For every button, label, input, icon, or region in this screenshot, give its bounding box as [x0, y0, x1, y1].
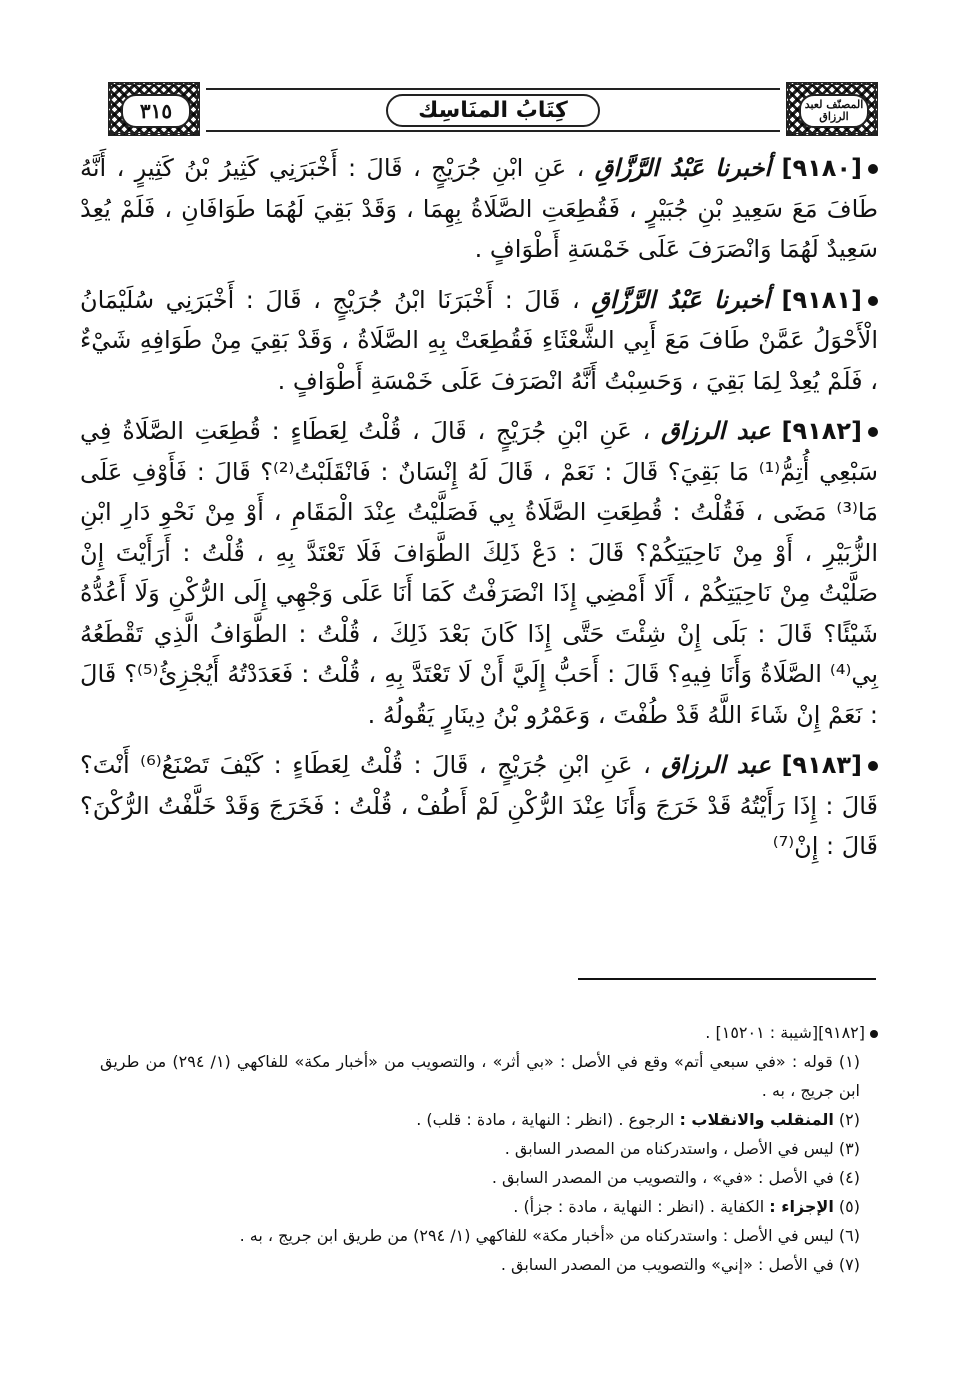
footnote: [100, 1250, 878, 1279]
footnote: [100, 1047, 878, 1105]
bullet-icon: [870, 1030, 878, 1038]
footnote-label: (٧): [838, 1255, 860, 1274]
footnote-label: (١): [838, 1052, 860, 1071]
footnote: [100, 1163, 878, 1192]
footnote-text: في الأصل : «في» ، والتصويب من المصدر السابق .: [491, 1168, 834, 1187]
footnote-text: ليس في الأصل : واستدركناه من «أخبار مكة» للفاكهي (١/ ٢٩٤) من طريق ابن جريج ، به .: [239, 1226, 834, 1245]
footnote-divider: [578, 978, 876, 980]
footnote-text: الرجوع . (انظر : النهاية ، مادة : قلب) .: [416, 1110, 675, 1129]
main-text: [80, 148, 878, 877]
bullet-icon: [868, 427, 878, 437]
footnote: [100, 1105, 878, 1134]
hadith-paragraph: [80, 280, 878, 402]
hadith-text: ، عَنِ ابْنِ جُرَيْجٍ ، قَالَ ، قُلْتُ لِعَطَاءٍ : قُطِعَتِ الصَّلَاةُ فِي سَبْعِي أُتِمُّ⁽¹⁾ مَا بَقِيَ؟ قَالَ : نَعَمْ ، قَالَ لَهُ إِنْسَانٌ : فَانْقَلَبْتُ⁽²⁾؟ قَالَ : فَأَوْفِ عَلَى مَا⁽³⁾ مَضَى ، فَقُلْتُ : قُطِعَتِ الصَّلَاةُ بِي فَصَلَّيْتُ عِنْدَ الْمَقَامِ ، أَوْ مِنْ نَحْوِ دَارِ ابْنِ الزُّبَيْرِ ، أَوْ مِنْ نَاحِيَتِكُمْ؟ قَالَ : دَعْ ذَلِكَ الطَّوَافَ فَلَا تَعْتَدَّ بِهِ ، قُلْتُ : أَرَأَيْتَ إِنْ صَلَّيْتُ مِنْ نَاحِيَتِكُمْ ، أَلَا أَمْضِي إِذَا انْصَرَفْتُ كَمَا أَنَا عَلَى وَجْهِي إِلَى الرُّكْنِ وَلَا أَعُدُّهُ شَيْئًا؟ قَالَ : بَلَى إِنْ شِئْتَ حَتَّى إِذَا كَانَ بَعْدَ ذَلِكَ ، قُلْتُ : الطَّوَافُ الَّذِي تَقْطَعُهُ بِي⁽⁴⁾ الصَّلَاةُ وَأَنَا فِيهِ؟ قَالَ : أَحَبُّ إِلَيَّ أَنْ لَا تَعْتَدَّ بِهِ ، قُلْتُ : فَعَدَدْتُهُ أَيُجْزِئُ⁽⁵⁾؟ قَالَ : نَعَمْ إِنْ شَاءَ اللَّهُ قَدْ طُفْتَ ، وَعَمْرُو بْنُ دِينَارٍ يَقُولُهُ .: [80, 417, 879, 729]
footnote-text: في الأصل : «إني» والتصويب من المصدر السابق .: [500, 1255, 834, 1274]
hadith-number: [٩١٨٣]: [781, 751, 862, 779]
hadith-paragraph: [80, 411, 878, 735]
footnote-list: [100, 1047, 878, 1279]
hadith-number: [٩١٨١]: [781, 285, 863, 314]
takhrij-line: [100, 1018, 878, 1047]
hadith-text: ، عَنِ ابْنِ جُرَيْجٍ ، قَالَ : أَخْبَرَنِي كَثِيرُ بْنُ كَثِيرٍ ، أَنَّهُ طَافَ مَعَ سَعِيدِ بْنِ جُبَيْرٍ ، فَقُطِعَتِ الصَّلَاةُ بِهِمَا ، وَقَدْ بَقِيَ لَهُمَا طَوَافَانِ ، فَلَمْ يُعِدْ سَعِيدٌ لَهُمَا وَانْصَرَفَ عَلَى خَمْسَةِ أَطْوَافٍ .: [80, 154, 878, 263]
hadith-paragraph: [80, 148, 878, 270]
hadith-number: [٩١٨٢]: [781, 417, 862, 445]
narrator: أخبرنا عَبْدُ الرَّزَّاقِ: [591, 285, 770, 314]
narrator: أخبرنا عَبْدُ الرَّزَّاقِ: [594, 154, 772, 182]
page-number: ٣١٥: [121, 94, 191, 128]
seal-ornament: [786, 82, 878, 136]
footnote-label: (٤): [838, 1168, 860, 1187]
hadith-text: ، عَنِ ابْنِ جُرَيْجٍ ، قَالَ : قُلْتُ لِعَطَاءٍ : كَيْفَ تَصْنَعُ⁽⁶⁾ أَنْتَ؟ قَالَ : إِذَا رَأَيْتُهُ قَدْ خَرَجَ وَأَنَا عِنْدَ الرُّكْنِ لَمْ أَطُفْ ، قُلْتُ : فَخَرَجَ وَقَدْ خَلَّفْتُ الرُّكْنَ؟ قَالَ : إِنْ⁽⁷⁾: [80, 751, 878, 860]
hadith-number: [٩١٨٠]: [781, 154, 862, 182]
footnote-label: (٣): [838, 1139, 860, 1158]
footnote-text: قوله : «في سبعي أتم» وقع في الأصل : «بي أثر» ، والتصويب من «أخبار مكة» للفاكهي (١/ ٢٩٤) من طريق ابن جريج ، به .: [100, 1052, 860, 1100]
takhrij-text: [٩١٨٢][شيبة : ١٥٢٠١] .: [705, 1023, 865, 1042]
footnote: [100, 1192, 878, 1221]
footnote: [100, 1221, 878, 1250]
narrator: عبد الرزاق: [661, 751, 771, 779]
hadith-text: ، قَالَ : أَخْبَرَنَا ابْنُ جُرَيْجٍ ، قَالَ : أَخْبَرَنِي سُلَيْمَانُ الْأَحْوَلُ عَمَّنْ طَافَ مَعَ أَبِي الشَّعْثَاءِ فَقُطِعَتْ بِهِ الصَّلَاةُ ، وَقَدْ بَقِيَ مِنْ طَوَافِهِ شَيْءٌ ، فَلَمْ يُعِدْ لِمَا بَقِيَ ، وَحَسِبْتُ أَنَّهُ انْصَرَفَ عَلَى خَمْسَةِ أَطْوَافٍ .: [80, 285, 878, 395]
narrator: عبد الرزاق: [661, 417, 771, 445]
footnotes: [100, 1018, 878, 1279]
bullet-icon: [868, 164, 878, 174]
title-band: [206, 88, 780, 132]
footnote-label: (٢): [838, 1110, 860, 1129]
footnote-term: المنقلب والانقلاب :: [679, 1110, 834, 1129]
footnote-label: (٥): [838, 1197, 860, 1216]
footnote-term: الإجزاء :: [769, 1197, 834, 1216]
footnote-text: الكفاية . (انظر : النهاية ، مادة : جزأ) .: [513, 1197, 765, 1216]
bullet-icon: [868, 296, 878, 306]
page-number-ornament: [108, 82, 200, 136]
seal-text: المصنّف لعبد الرزاق: [799, 94, 869, 128]
bullet-icon: [868, 761, 878, 771]
book-title: كِتَابُ المنَاسِك: [386, 94, 600, 127]
page-header: [108, 82, 878, 136]
footnote: [100, 1134, 878, 1163]
footnote-text: ليس في الأصل ، واستدركناه من المصدر السابق .: [504, 1139, 834, 1158]
hadith-paragraph: [80, 745, 878, 867]
footnote-label: (٦): [838, 1226, 860, 1245]
